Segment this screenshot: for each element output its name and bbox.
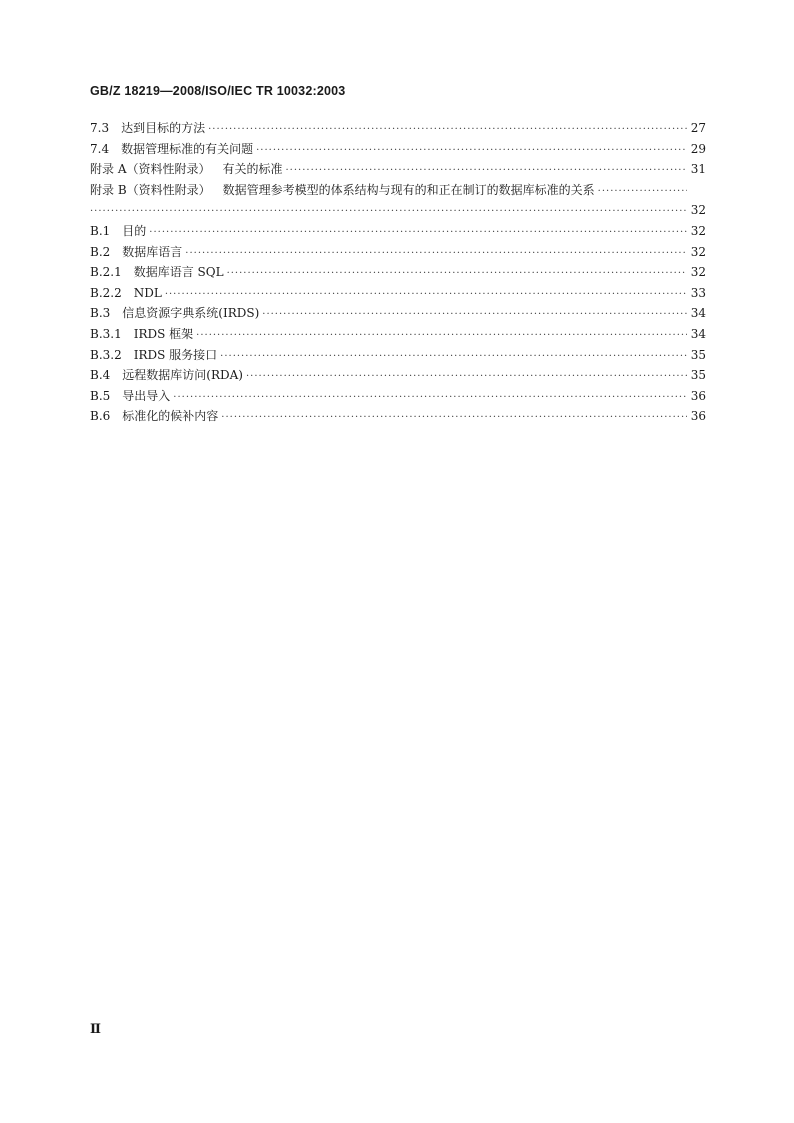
toc-dot-leader bbox=[227, 264, 687, 285]
toc-entry-title: 数据管理参考模型的体系结构与现有的和正在制订的数据库标准的关系 bbox=[222, 182, 595, 197]
toc-entry-title: 远程数据库访问(RDA) bbox=[122, 368, 243, 383]
toc-entry-page: 34 bbox=[690, 326, 706, 341]
toc-entry-b-6[interactable] bbox=[90, 406, 706, 427]
toc-entry-page: 33 bbox=[690, 285, 706, 300]
toc-entry-number: 7.3 bbox=[90, 121, 110, 135]
toc-entry-b-3-1[interactable] bbox=[90, 324, 706, 345]
toc-entry-b-4[interactable] bbox=[90, 365, 706, 386]
toc-entry-page: 36 bbox=[690, 409, 706, 424]
toc-entry-title: 目的 bbox=[122, 223, 147, 238]
toc-entry-number: B.5 bbox=[90, 388, 111, 403]
toc-dot-leader bbox=[256, 141, 687, 162]
toc-entry-annex-b[interactable] bbox=[90, 180, 706, 201]
toc-entry-number: B.1 bbox=[90, 223, 111, 238]
toc-entry-page: 29 bbox=[690, 141, 706, 156]
toc-entry-number: B.3 bbox=[90, 306, 111, 321]
toc-entry-page: 31 bbox=[690, 162, 706, 177]
toc-entry-title: 数据库语言 bbox=[122, 244, 183, 259]
toc-dot-leader bbox=[185, 244, 687, 265]
toc-entry-b-2[interactable] bbox=[90, 242, 706, 263]
toc-dot-leader bbox=[149, 223, 687, 244]
toc-entry-title: 标准化的候补内容 bbox=[122, 409, 219, 424]
document-header: GB/Z 18219—2008/ISO/IEC TR 10032:2003 bbox=[90, 84, 346, 98]
toc-entry-title: 达到目标的方法 bbox=[121, 121, 206, 135]
toc-dot-leader bbox=[286, 161, 688, 182]
toc-entry-7-4[interactable] bbox=[90, 139, 706, 160]
toc-entry-title: 信息资源字典系统(IRDS) bbox=[122, 306, 260, 321]
toc-entry-annex-b-continuation[interactable] bbox=[90, 200, 706, 221]
toc-entry-number: 附录 A（资料性附录） bbox=[90, 162, 211, 177]
toc-dot-leader bbox=[246, 367, 687, 388]
toc-entry-number: B.2 bbox=[90, 244, 111, 259]
toc-entry-b-2-2[interactable] bbox=[90, 283, 706, 304]
table-of-contents bbox=[90, 118, 706, 427]
toc-entry-b-1[interactable] bbox=[90, 221, 706, 242]
toc-entry-title: IRDS 服务接口 bbox=[133, 347, 218, 362]
toc-dot-leader bbox=[90, 202, 687, 223]
toc-entry-number: 7.4 bbox=[90, 141, 110, 156]
toc-entry-page: 27 bbox=[690, 121, 706, 135]
toc-entry-page: 34 bbox=[690, 306, 706, 321]
toc-dot-leader bbox=[221, 408, 687, 429]
toc-dot-leader bbox=[173, 388, 687, 409]
toc-entry-b-3[interactable] bbox=[90, 303, 706, 324]
toc-entry-7-3[interactable] bbox=[90, 118, 706, 139]
toc-dot-leader bbox=[196, 326, 687, 347]
toc-entry-title: NDL bbox=[133, 285, 162, 300]
toc-entry-page: 36 bbox=[690, 388, 706, 403]
toc-entry-page: 32 bbox=[690, 223, 706, 238]
toc-entry-title: 数据管理标准的有关问题 bbox=[121, 141, 254, 156]
toc-entry-number: B.3.1 bbox=[90, 326, 122, 341]
toc-entry-number: B.2.1 bbox=[90, 265, 122, 280]
toc-entry-page: 35 bbox=[690, 347, 706, 362]
toc-entry-title: 数据库语言 SQL bbox=[133, 265, 224, 280]
toc-entry-b-3-2[interactable] bbox=[90, 345, 706, 366]
toc-entry-number: B.4 bbox=[90, 368, 111, 383]
toc-entry-page: 32 bbox=[690, 244, 706, 259]
toc-entry-number: B.6 bbox=[90, 409, 111, 424]
toc-entry-page: 32 bbox=[690, 265, 706, 280]
toc-dot-leader bbox=[220, 347, 687, 368]
toc-entry-title: 导出导入 bbox=[122, 388, 171, 403]
toc-entry-annex-a[interactable] bbox=[90, 159, 706, 180]
page-number: Ⅱ bbox=[90, 1022, 101, 1037]
toc-entry-number: B.2.2 bbox=[90, 285, 122, 300]
toc-entry-b-2-1[interactable] bbox=[90, 262, 706, 283]
toc-entry-number: B.3.2 bbox=[90, 347, 122, 362]
toc-entry-b-5[interactable] bbox=[90, 386, 706, 407]
toc-entry-title: 有关的标准 bbox=[222, 162, 283, 177]
toc-entry-number: 附录 B（资料性附录） bbox=[90, 182, 211, 197]
toc-entry-page: 32 bbox=[690, 203, 706, 218]
toc-dot-leader bbox=[262, 305, 687, 326]
toc-dot-leader bbox=[208, 120, 687, 141]
toc-entry-page: 35 bbox=[690, 368, 706, 383]
toc-dot-leader bbox=[165, 285, 687, 306]
toc-entry-title: IRDS 框架 bbox=[133, 326, 194, 341]
toc-dot-leader bbox=[598, 182, 687, 203]
